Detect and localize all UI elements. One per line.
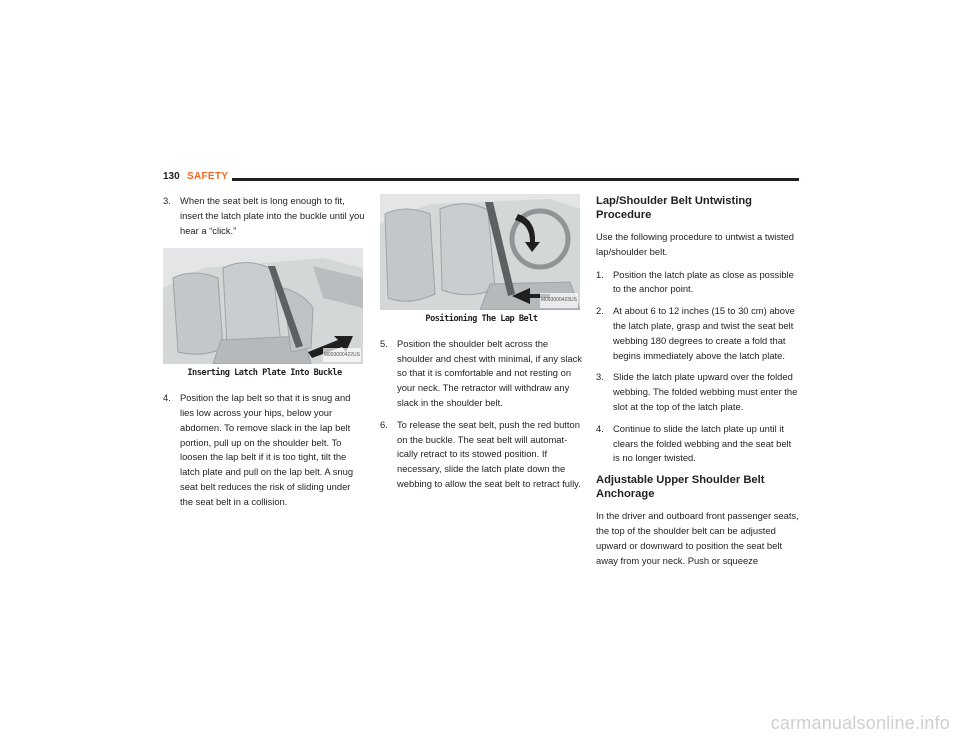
intro-paragraph: Use the following procedure to untwist a twisted lap/shoulder belt. (596, 231, 795, 257)
step-text: To release the seat belt, push the red button on the buckle. The seat belt will automat-ically retract to its stowed position. If necessary, slide the latch plate down the webbing to allow the seat belt to retract fully. (397, 418, 581, 489)
step-5 (380, 337, 583, 411)
step-text: Position the shoulder belt across the shoulder and chest with minimal, if any slack so that it is comfortable and not resting on your neck. The retractor will withdraw any slack in the shoulder belt. (397, 337, 582, 408)
figure-positioning-lap-belt (380, 194, 580, 310)
step-text: At about 6 to 12 inches (15 to 30 cm) above the latch plate, grasp and twist the seat belt webbing 180 degrees to create a fold that begins immediately above the latch plate. (613, 305, 795, 361)
figure-inserting-latch-plate (163, 248, 363, 364)
anchorage-paragraph: In the driver and outboard front passenger seats, the top of the shoulder belt can be adjusted upward or downward to position the seat belt away from your neck. Push or squeeze (596, 510, 799, 566)
step-text: When the seat belt is long enough to fit, insert the latch plate into the buckle until you hear a “click.” (180, 195, 365, 236)
page-header (163, 171, 799, 185)
step-number: 6. (380, 418, 388, 430)
step-number: 4. (596, 422, 604, 434)
step-6 (380, 418, 583, 492)
step-number: 2. (596, 305, 604, 317)
untwist-step-3 (596, 370, 799, 414)
step-number: 4. (163, 392, 171, 404)
column-2 (380, 194, 583, 499)
step-text: Continue to slide the latch plate up until it clears the folded webbing and the seat belt is no longer twisted. (613, 422, 792, 464)
page-number: 130 (163, 171, 180, 182)
figure-code: M093000423US (540, 293, 578, 308)
watermark: carmanualsonline.info (770, 713, 950, 733)
section-title: SAFETY (187, 171, 229, 182)
column-1 (163, 194, 366, 517)
column-3 (596, 194, 799, 576)
untwist-step-1 (596, 268, 799, 298)
step-text: Slide the latch plate upward over the folded webbing. The folded webbing must enter the slot at the top of the latch plate. (613, 371, 798, 412)
figure-caption: Positioning The Lap Belt (425, 314, 538, 324)
untwist-step-4 (596, 422, 799, 466)
step-text: Position the lap belt so that it is snug and lies low across your hips, below your abdomen. To remove slack in the lap belt portion, pull up on the shoulder belt. To loosen the lap belt if it is too tight, tilt the latch plate and pull on the lap belt. A snug seat belt reduces the risk of sliding under the seat belt in a collision. (180, 392, 354, 507)
step-3 (163, 194, 366, 238)
figure-caption: Inserting Latch Plate Into Buckle (187, 368, 342, 379)
header-rule (232, 178, 799, 181)
step-number: 5. (380, 337, 388, 349)
step-number: 3. (163, 195, 171, 206)
untwist-step-2 (596, 304, 799, 363)
section-heading: Adjustable Upper Shoulder Belt Anchorage (596, 474, 765, 501)
step-4 (163, 391, 366, 509)
section-heading: Lap/Shoulder Belt Untwisting Procedure (596, 195, 753, 221)
step-number: 3. (596, 371, 604, 383)
step-number: 1. (596, 268, 604, 280)
step-text: Position the latch plate as close as possible to the anchor point. (613, 268, 794, 295)
figure-code: M093000422US (323, 348, 361, 363)
